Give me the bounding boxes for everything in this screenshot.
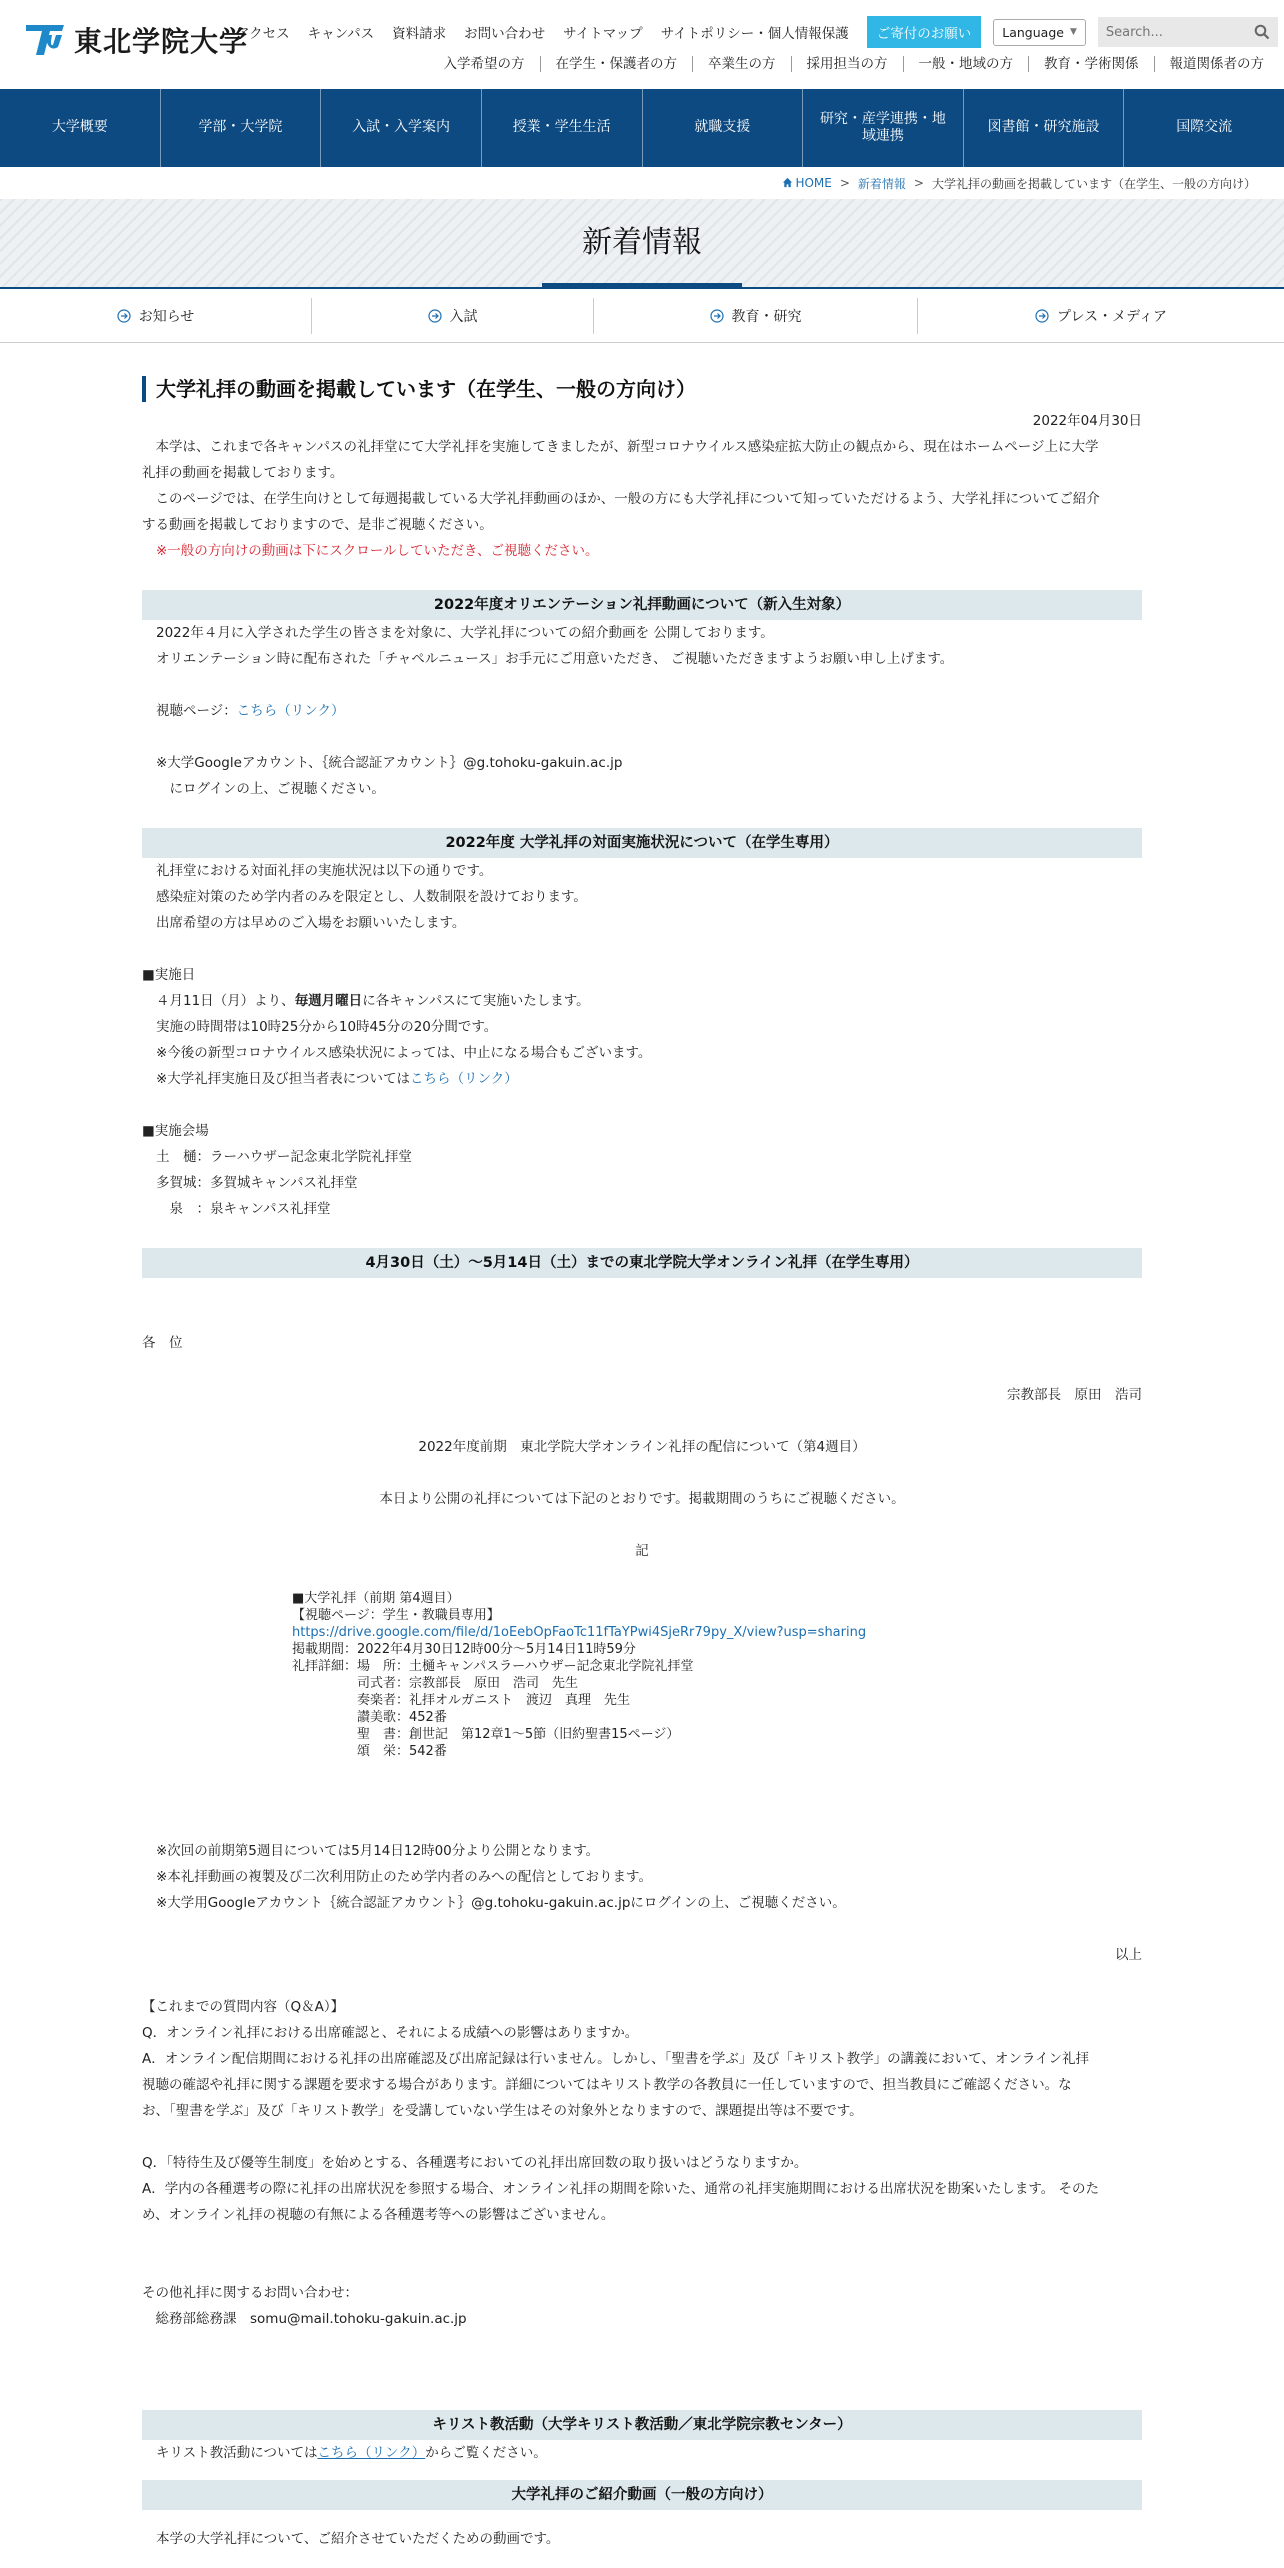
section-text: 礼拝堂における対面礼拝の実施状況は以下の通りです。 [156,863,493,879]
circle-arrow-icon [428,309,442,323]
notice-line: ■大学礼拝（前期 第4週目） [292,1591,460,1606]
util-link-access[interactable]: アクセス [236,26,290,42]
audience-recruiters[interactable]: 採用担当の方 [792,56,904,72]
spacer [142,1460,1142,1486]
notice-line: 聖 書：創世記 第12章1～5節（旧約聖書15ページ） [292,1727,680,1742]
circle-arrow-icon [1035,309,1049,323]
spacer [142,1916,1142,1942]
audience-public[interactable]: 一般・地域の方 [904,56,1030,72]
intro-text: このページでは、在学生向けとして毎週掲載している大学礼拝動画のほか、一般の方にも大学礼拝について知っていただけるよう、大学礼拝についてご紹介 [142,491,1100,507]
breadcrumb-separator: > [913,176,924,190]
breadcrumb-current: 大学礼拝の動画を掲載しています（在学生、一般の方向け） [931,176,1256,191]
intro-text: する動画を掲載しておりますので、是非ご視聴ください。 [142,517,493,533]
util-link-contact[interactable]: お問い合わせ [464,26,546,42]
venue-line: 泉 ：泉キャンパス礼拝堂 [156,1201,331,1217]
spacer [142,802,1142,828]
qa-heading: 【これまでの質問内容（Q＆A）】 [142,1999,345,2015]
qa-question: Q．「特待生及び優等生制度」を始めとする、各種選考においての礼拝出席回数の取り扱いはどうなりますか。 [142,2155,808,2171]
gnav-admissions[interactable]: 入試・入学案内 [321,89,482,167]
gnav-faculties[interactable]: 学部・大学院 [161,89,322,167]
util-link-sitemap[interactable]: サイトマップ [563,26,643,42]
spacer [142,1786,1142,1812]
gnav-career[interactable]: 就職支援 [643,89,804,167]
venue-heading: ■実施会場 [142,1123,209,1139]
notice-line: 讃美歌：452番 [292,1710,447,1725]
footnote: ※大学用Googleアカウント｛統合認証アカウント｝@g.tohoku-gakuin.ac.jpにログインの上、ご視聴ください。 [156,1895,846,1911]
christian-link[interactable]: こちら（リンク） [317,2445,426,2461]
venue-line: 土 樋：ラーハウザー記念東北学院礼拝堂 [156,1149,412,1165]
breadcrumb-home-label: HOME [795,176,832,190]
schedule-text: ※大学礼拝実施日及び担当者表については [156,1071,411,1087]
notice-line: 奏楽者：礼拝オルガニスト 渡辺 真理 先生 [292,1693,631,1708]
gnav-about[interactable]: 大学概要 [0,89,161,167]
qa-answer: お、「聖書を学ぶ」及び「キリスト教学」を受講していない学生はその対象外となりますので、課題提出等は不要です。 [142,2103,863,2119]
spacer [142,1222,1142,1248]
section-text: 本学の大学礼拝について、ご紹介させていただくための動画です。 [156,2531,560,2547]
article-title: 大学礼拝の動画を掲載しています（在学生、一般の方向け） [142,376,1142,402]
qa-answer: A．学内の各種選考の際に礼拝の出席状況を参照する場合、オンライン礼拝の期間を除いた、通常の礼拝実施期間における出席状況を勘案いたします。 そのた [142,2181,1100,2197]
qa-answer: A．オンライン配信期間における礼拝の出席確認及び出席記録は行いません。しかし、「聖書を学ぶ」及び「キリスト教学」の講義において、オンライン礼拝 [142,2051,1089,2067]
spacer [142,1968,1142,1994]
footnote: ※次回の前期第5週目については5月14日12時00分より公開となります。 [156,1843,600,1859]
spacer [142,2384,1142,2410]
notice-line: 礼拝詳細：場 所：土樋キャンパスラーハウザー記念東北学院礼拝堂 [292,1659,694,1674]
circle-arrow-icon [117,309,131,323]
spacer [142,724,1142,750]
section-text: オリエンテーション時に配布された「チャペルニュース」お手元にご用意いただき、 ご視聴いただきますようお願い申し上げます。 [156,651,954,667]
article-date: 2022年04月30日 [1032,413,1142,429]
notice-ijo: 以上 [1115,1947,1142,1963]
qa-answer: 視聴の確認や礼拝に関する課題を要求する場合があります。詳細についてはキリスト教学の各教員に一任していますので、担当教員にご確認ください。な [142,2077,1072,2093]
notice-line: 【視聴ページ：学生・教職員専用】 [292,1608,500,1623]
spacer [142,1092,1142,1118]
section-heading-christian: キリスト教活動（大学キリスト教活動／東北学院宗教センター） [142,2410,1142,2440]
page-title: 新着情報 [582,225,702,260]
sender: 宗教部長 原田 浩司 [1007,1387,1142,1403]
date-text: ４月11日（月）より、 [156,993,295,1009]
tab-education-research[interactable] [594,298,918,334]
section-text: ※大学Googleアカウント、｛統合認証アカウント｝@g.tohoku-gakuin.ac.jp [156,755,623,771]
spacer [142,672,1142,698]
qa-answer: め、オンライン礼拝の視聴の有無による各種選考等への影響はございません。 [142,2207,615,2223]
search-input[interactable] [1106,25,1246,40]
search-icon[interactable] [1254,24,1270,40]
notice-ki: 記 [635,1543,649,1559]
section-text: 出席希望の方は早めのご入場をお願いいたします。 [156,915,466,931]
spacer [142,1512,1142,1538]
search-box [1098,17,1278,47]
christian-line [142,2440,1142,2466]
chevron-down-icon: ▼ [1069,27,1077,37]
spacer [142,1812,1142,1838]
article [142,372,1142,2552]
contact-line: 総務部総務課 somu@mail.tohoku-gakuin.ac.jp [142,2311,467,2327]
section-text: 実施の時間帯は10時25分から10時45分の20分間です。 [156,1019,498,1035]
section-text: 2022年４月に入学された学生の皆さまを対象に、大学礼拝についての紹介動画を 公開しております。 [156,625,774,641]
gnav-campus-life[interactable]: 授業・学生生活 [482,89,643,167]
christian-text: からご覧ください。 [425,2445,547,2461]
spacer [142,2466,1142,2480]
schedule-link[interactable]: こちら（リンク） [410,1071,518,1087]
util-link-brochure[interactable]: 資料請求 [392,26,447,42]
global-nav [0,89,1284,167]
notice-subject: 2022年度前期 東北学院大学オンライン礼拝の配信について（第4週目） [418,1439,866,1455]
spacer [142,936,1142,962]
view-page-link[interactable]: こちら（リンク） [236,703,345,719]
title-underline [542,283,742,289]
section-text: にログインの上、ご視聴ください。 [156,781,385,797]
view-page-label: 視聴ページ： [156,703,237,719]
date-heading: ■実施日 [142,967,196,983]
gnav-research[interactable]: 研究・産学連携・地域連携 [803,89,964,167]
circle-arrow-icon [710,309,724,323]
tab-label: プレス・メディア [1057,309,1167,325]
breadcrumb [0,167,1284,199]
util-link-campus[interactable]: キャンパス [307,26,375,42]
spacer [142,2358,1142,2384]
notice-details [142,1590,1142,1760]
audience-prospective[interactable]: 入学希望の方 [429,56,541,72]
section-heading-intro-video: 大学礼拝のご紹介動画（一般の方向け） [142,2480,1142,2510]
contact-heading: その他礼拝に関するお問い合わせ： [142,2285,358,2301]
spacer [142,2228,1142,2254]
spacer [142,564,1142,590]
util-link-policy[interactable]: サイトポリシー・個人情報保護 [660,26,849,42]
christian-text: キリスト教活動については [156,2445,318,2461]
gnav-library[interactable]: 図書館・研究施設 [964,89,1125,167]
section-heading-online: 4月30日（土）～5月14日（土）までの東北学院大学オンライン礼拝（在学生専用） [142,1248,1142,1278]
tab-admissions[interactable] [312,298,594,334]
section-heading-orientation: 2022年度オリエンテーション礼拝動画について（新入生対象） [142,590,1142,620]
gnav-international[interactable]: 国際交流 [1176,119,1233,136]
spacer [142,1304,1142,1330]
language-label: Language [1002,24,1064,40]
spacer [142,1564,1142,1590]
date-line [142,988,1142,1014]
spacer [142,1278,1142,1304]
section-text: 感染症対策のため学内者のみを限定とし、人数制限を設けております。 [156,889,587,905]
venue-line: 多賀城：多賀城キャンパス礼拝堂 [156,1175,358,1191]
intro-note: ※一般の方向けの動画は下にスクロールしていただき、ご視聴ください。 [156,543,599,559]
spacer [142,2254,1142,2280]
notice-line: 司式者：宗教部長 原田 浩司 先生 [292,1676,579,1691]
notice-line: 頌 栄：542番 [292,1744,447,1759]
spacer [142,1408,1142,1434]
spacer [142,2332,1142,2358]
tab-label: お知らせ [138,309,195,325]
section-text: ※今後の新型コロナウイルス感染状況によっては、中止になる場合もございます。 [156,1045,652,1061]
category-tabs [0,289,1284,343]
qa-question: Q．オンライン礼拝における出席確認と、それによる成績への影響はありますか。 [142,2025,639,2041]
breadcrumb-separator: > [839,176,850,190]
tab-press-media[interactable] [918,298,1284,334]
breadcrumb-news[interactable]: 新着情報 [857,176,906,191]
logo-text: 東北学院大学 [74,25,249,58]
donate-button[interactable]: ご寄付のお願い [867,16,982,48]
schedule-line [142,1066,1142,1092]
addressee: 各 位 [142,1335,183,1351]
tab-label: 教育・研究 [731,309,802,325]
notice-lead: 本日より公開の礼拝については下記のとおりです。掲載期間のうちにご視聴ください。 [379,1491,905,1507]
audience-nav [429,56,1265,72]
spacer [142,1356,1142,1382]
site-logo[interactable] [24,20,248,60]
audience-alumni[interactable]: 卒業生の方 [693,56,792,72]
date-emphasis: 毎週月曜日 [294,993,363,1009]
home-icon [782,177,793,188]
audience-press[interactable]: 報道関係者の方 [1169,56,1264,72]
page-title-band [0,199,1284,289]
utility-nav [236,16,1278,48]
university-logo-icon [24,21,66,59]
tab-notice[interactable] [0,298,312,334]
footnote: ※本礼拝動画の複製及び二次利用防止のため学内者のみへの配信としております。 [156,1869,652,1885]
drive-link[interactable]: https://drive.google.com/file/d/1oEebOpFaoTc11fTaYPwi4SjeRr79py_X/view?usp=sharing [292,1625,867,1640]
date-text: に各キャンパスにて実施いたします。 [362,993,590,1009]
breadcrumb-home[interactable] [782,176,831,190]
audience-students[interactable]: 在学生・保護者の方 [541,56,694,72]
spacer [142,2124,1142,2150]
section-heading-in-person: 2022年度 大学礼拝の対面実施状況について（在学生専用） [142,828,1142,858]
spacer [142,1760,1142,1786]
audience-academic[interactable]: 教育・学術関係 [1029,56,1155,72]
intro-text: 本学は、これまで各キャンパスの礼拝堂にて大学礼拝を実施してきましたが、新型コロナウイルス感染症拡大防止の観点から、現在はホームページ上に大学 [142,439,1099,455]
site-header [0,0,1284,89]
spacer [142,2510,1142,2526]
language-select[interactable] [993,19,1086,46]
intro-text: 礼拝の動画を掲載しております。 [142,465,344,481]
notice-line: 掲載期間：2022年4月30日12時00分～5月14日11時59分 [292,1642,636,1657]
tab-label: 入試 [449,309,478,325]
view-page-line [142,698,1142,724]
